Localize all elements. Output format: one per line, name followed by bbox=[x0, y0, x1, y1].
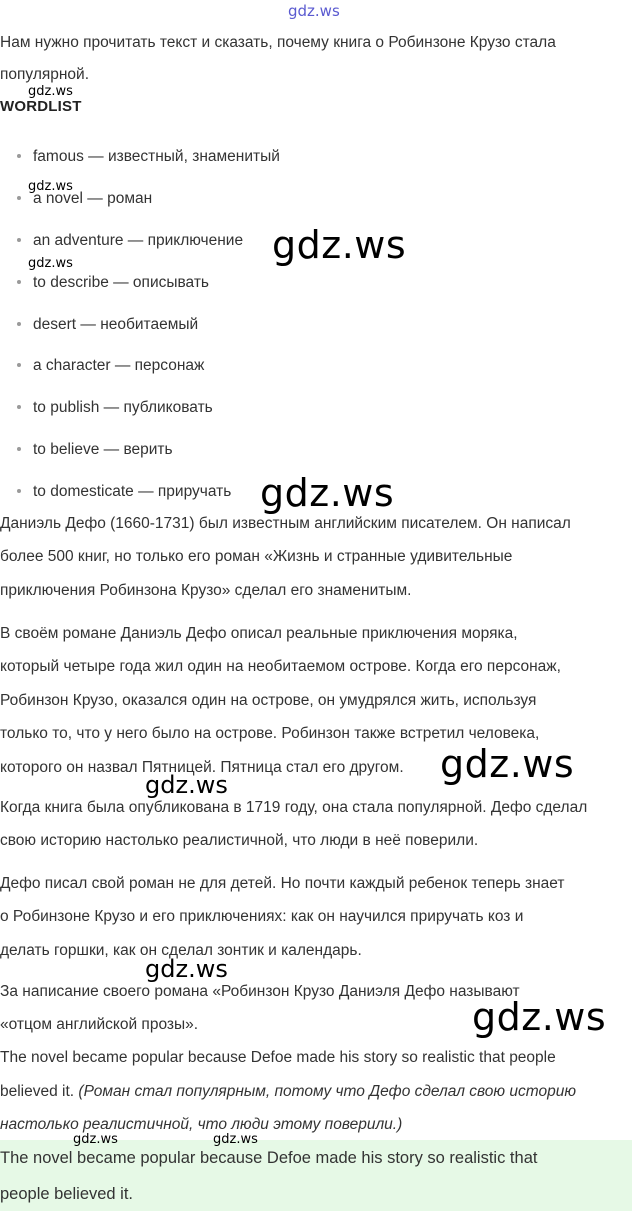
watermark-small: gdz.ws bbox=[213, 1132, 258, 1147]
bullet-icon bbox=[17, 363, 21, 367]
list-item bbox=[17, 232, 243, 250]
intro-line: Нам нужно прочитать текст и сказать, почему книга о Робинзоне Крузо стала bbox=[0, 34, 556, 51]
paragraph-line: Когда книга была опубликована в 1719 году, она стала популярной. Дефо сделал bbox=[0, 799, 588, 816]
watermark-small: gdz.ws bbox=[28, 256, 73, 271]
bullet-icon bbox=[17, 405, 21, 409]
list-item bbox=[17, 190, 152, 208]
wordlist-entry: desert — необитаемый bbox=[33, 316, 199, 333]
answer-box bbox=[0, 1140, 632, 1211]
explanation-line bbox=[0, 1083, 632, 1101]
paragraph-line: делать горшки, как он сделал зонтик и календарь. bbox=[0, 942, 362, 959]
paragraph-line: только то, что у него было на острове. Робинзон также встретил человека, bbox=[0, 725, 540, 742]
explanation-translation: настолько реалистичной, что люди этому поверили.) bbox=[0, 1116, 403, 1133]
bullet-icon bbox=[17, 238, 21, 242]
wordlist-entry: famous — известный, знаменитый bbox=[33, 148, 280, 165]
list-item bbox=[17, 274, 209, 292]
list-item bbox=[17, 441, 173, 459]
wordlist-entry: to describe — описывать bbox=[33, 274, 210, 291]
wordlist-heading: WORDLIST bbox=[0, 98, 82, 115]
paragraph-line: Дефо писал свой роман не для детей. Но почти каждый ребенок теперь знает bbox=[0, 875, 565, 892]
watermark-small: gdz.ws bbox=[28, 179, 73, 194]
watermark-large: gdz.ws bbox=[472, 995, 607, 1039]
wordlist-entry: a character — персонаж bbox=[33, 357, 205, 374]
paragraph-line: который четыре года жил один на необитаемом острове. Когда его персонаж, bbox=[0, 658, 561, 675]
explanation-english: believed it. bbox=[0, 1083, 79, 1100]
paragraph-line: Робинзон Крузо, оказался один на острове, он умудрялся жить, используя bbox=[0, 692, 537, 709]
watermark-large: gdz.ws bbox=[272, 223, 407, 267]
paragraph-line: о Робинзоне Крузо и его приключениях: как он научился приручать коз и bbox=[0, 908, 524, 925]
bullet-icon bbox=[17, 447, 21, 451]
watermark-small: gdz.ws bbox=[73, 1132, 118, 1147]
list-item bbox=[17, 316, 198, 334]
wordlist-entry: to publish — публиковать bbox=[33, 399, 213, 416]
wordlist-entry: to believe — верить bbox=[33, 441, 173, 458]
wordlist-entry: a novel — роман bbox=[33, 190, 153, 207]
list-item bbox=[17, 483, 231, 501]
paragraph-line: За написание своего романа «Робинзон Крузо Даниэля Дефо называют bbox=[0, 983, 520, 1000]
bullet-icon bbox=[17, 154, 21, 158]
bullet-icon bbox=[17, 322, 21, 326]
paragraph-line: свою историю настолько реалистичной, что люди в неё поверили. bbox=[0, 832, 479, 849]
paragraph-line: более 500 книг, но только его роман «Жизнь и странные удивительные bbox=[0, 548, 513, 565]
explanation-translation: (Роман стал популярным, потому что Дефо сделал свою историю bbox=[78, 1083, 576, 1100]
watermark-large: gdz.ws bbox=[440, 742, 575, 786]
paragraph-line: В своём романе Даниэль Дефо описал реальные приключения моряка, bbox=[0, 625, 518, 642]
watermark-top: gdz.ws bbox=[288, 2, 340, 20]
list-item bbox=[17, 399, 213, 417]
list-item bbox=[17, 148, 280, 166]
intro-line: популярной. bbox=[0, 66, 90, 83]
explanation-line: The novel became popular because Defoe made his story so realistic that people bbox=[0, 1049, 556, 1066]
paragraph-line: приключения Робинзона Крузо» сделал его знаменитым. bbox=[0, 582, 412, 599]
watermark-medium: gdz.ws bbox=[145, 771, 228, 799]
paragraph-line: Даниэль Дефо (1660-1731) был известным английским писателем. Он написал bbox=[0, 515, 571, 532]
list-item bbox=[17, 357, 204, 375]
watermark-large: gdz.ws bbox=[260, 471, 395, 515]
bullet-icon bbox=[17, 280, 21, 284]
bullet-icon bbox=[17, 196, 21, 200]
wordlist-entry: an adventure — приключение bbox=[33, 232, 244, 249]
paragraph-line: которого он назвал Пятницей. Пятница стал его другом. bbox=[0, 759, 404, 776]
bullet-icon bbox=[17, 489, 21, 493]
watermark-small: gdz.ws bbox=[28, 84, 73, 99]
wordlist-entry: to domesticate — приручать bbox=[33, 483, 232, 500]
watermark-medium: gdz.ws bbox=[145, 955, 228, 983]
answer-line: The novel became popular because Defoe made his story so realistic that bbox=[0, 1149, 538, 1167]
paragraph-line: «отцом английской прозы». bbox=[0, 1016, 199, 1033]
answer-line: people believed it. bbox=[0, 1185, 134, 1203]
